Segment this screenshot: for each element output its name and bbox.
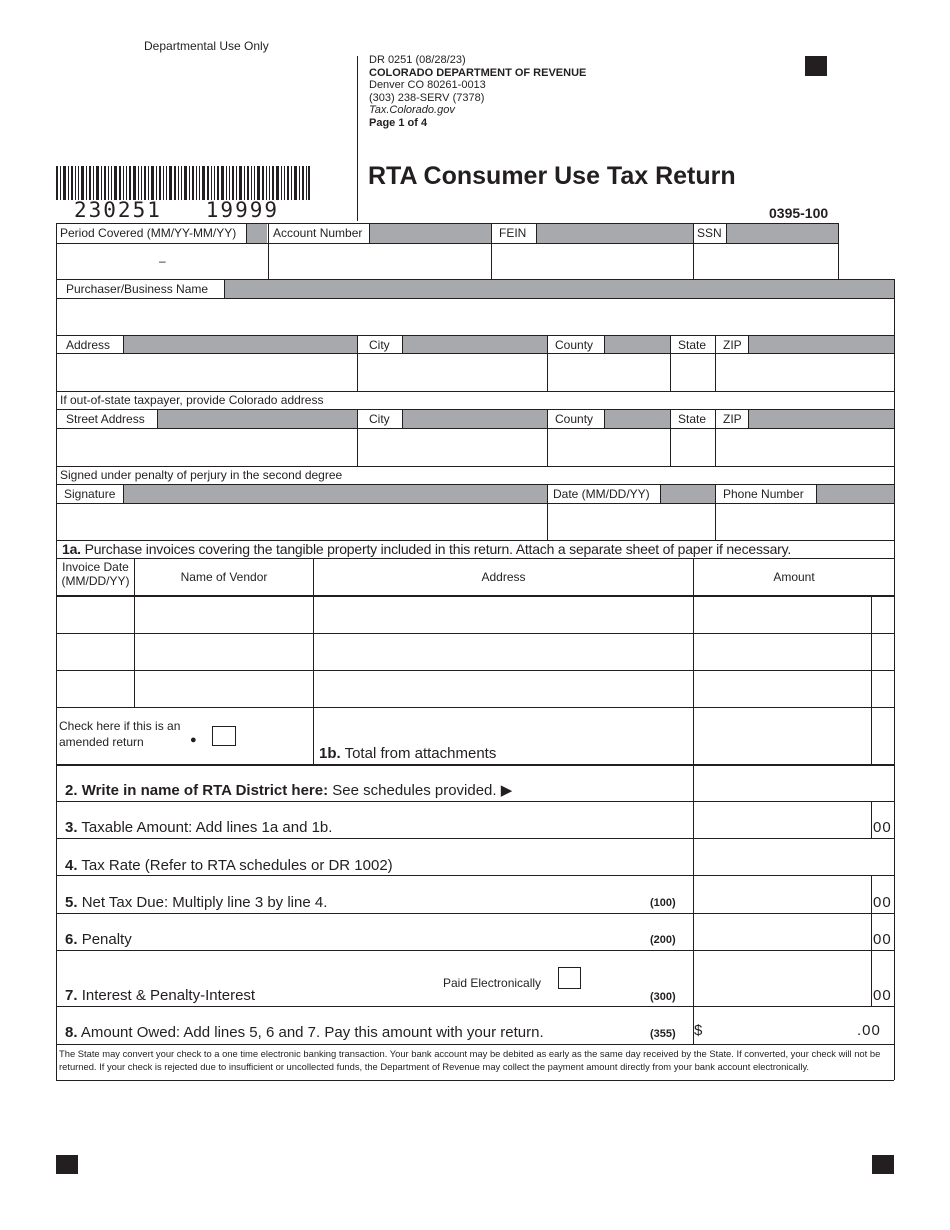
agency-info bbox=[369, 54, 586, 129]
line-6-label: 6. Penalty bbox=[65, 931, 132, 948]
invoice-date-field[interactable] bbox=[57, 634, 134, 670]
city-label: City bbox=[369, 338, 390, 352]
co-zip-label-shade bbox=[748, 410, 894, 428]
county-label: County bbox=[555, 338, 594, 352]
line-3-cents: 00 bbox=[873, 819, 892, 836]
invoice-amount-field[interactable] bbox=[694, 671, 871, 707]
out-of-state-note: If out-of-state taxpayer, provide Colorado address bbox=[60, 393, 324, 407]
city-label-shade bbox=[402, 336, 547, 353]
street-label-shade bbox=[157, 410, 357, 428]
agency-phone: (303) 238-SERV (7378) bbox=[369, 91, 485, 104]
line-6-cents: 00 bbox=[873, 931, 892, 948]
line-6-code: (200) bbox=[650, 934, 676, 946]
col-amount: Amount bbox=[773, 570, 815, 584]
account-number-field[interactable] bbox=[269, 244, 490, 279]
co-zip-label: ZIP bbox=[723, 412, 742, 426]
paid-electronically-label: Paid Electronically bbox=[443, 976, 542, 990]
period-separator: – bbox=[159, 254, 166, 268]
zip-label-shade bbox=[748, 336, 894, 353]
co-state-field[interactable] bbox=[671, 429, 714, 466]
co-city-label-shade bbox=[402, 410, 547, 428]
line-6-amount-field[interactable] bbox=[694, 914, 871, 950]
fein-label: FEIN bbox=[499, 226, 527, 240]
ssn-label: SSN bbox=[697, 226, 722, 240]
line-7-amount-field[interactable] bbox=[694, 951, 871, 1006]
state-label: State bbox=[678, 338, 707, 352]
business-name-label: Purchaser/Business Name bbox=[66, 282, 209, 296]
page-number: Page 1 of 4 bbox=[369, 116, 428, 129]
barcode-bars bbox=[56, 166, 310, 200]
line-4-label: 4. Tax Rate (Refer to RTA schedules or DR 1002) bbox=[65, 857, 393, 874]
co-state-label: State bbox=[678, 412, 707, 426]
vendor-name-field[interactable] bbox=[135, 671, 313, 707]
vendor-address-field[interactable] bbox=[314, 671, 693, 707]
address-field[interactable] bbox=[57, 354, 356, 391]
invoice-amount-field[interactable] bbox=[694, 597, 871, 633]
county-field[interactable] bbox=[548, 354, 669, 391]
agency-name: COLORADO DEPARTMENT OF REVENUE bbox=[369, 66, 587, 79]
registration-mark-top bbox=[805, 56, 827, 76]
vendor-name-field[interactable] bbox=[135, 634, 313, 670]
co-city-field[interactable] bbox=[358, 429, 546, 466]
line-3-amount-field[interactable] bbox=[694, 802, 871, 838]
account-number-label: Account Number bbox=[273, 226, 363, 240]
invoice-date-field[interactable] bbox=[57, 671, 134, 707]
ssn-field[interactable] bbox=[694, 244, 837, 279]
vendor-address-field[interactable] bbox=[314, 634, 693, 670]
city-field[interactable] bbox=[358, 354, 546, 391]
line-5-label: 5. Net Tax Due: Multiply line 3 by line 4. bbox=[65, 894, 328, 911]
account-label-shade bbox=[369, 224, 491, 243]
business-name-field[interactable] bbox=[57, 299, 893, 335]
registration-mark-bottom-right bbox=[872, 1155, 894, 1174]
fein-label-shade bbox=[536, 224, 693, 243]
invoices-heading-text: Purchase invoices covering the tangible property included in this return. Attach a separate sheet of paper if necessary. bbox=[84, 541, 792, 557]
line-5-amount-field[interactable] bbox=[694, 876, 871, 912]
name-label-shade bbox=[224, 280, 894, 298]
street-address-label: Street Address bbox=[66, 412, 145, 426]
invoices-heading bbox=[62, 541, 791, 558]
amended-note: Check here if this is an amended return bbox=[59, 719, 181, 749]
form-code: 0395-100 bbox=[769, 205, 829, 221]
fein-field[interactable] bbox=[492, 244, 692, 279]
dollar-sign: $ bbox=[694, 1022, 703, 1039]
state-field[interactable] bbox=[671, 354, 714, 391]
form-number: DR 0251 (08/28/23) bbox=[369, 54, 466, 66]
line-3-label: 3. Taxable Amount: Add lines 1a and 1b. bbox=[65, 819, 333, 836]
line-8-cents: .00 bbox=[857, 1022, 881, 1039]
signature-label-shade bbox=[123, 485, 547, 503]
invoices-heading-number: 1a. bbox=[62, 541, 81, 557]
col-vendor-name: Name of Vendor bbox=[180, 570, 268, 584]
county-label-shade bbox=[604, 336, 670, 353]
co-county-label-shade bbox=[604, 410, 670, 428]
address-label-shade bbox=[123, 336, 357, 353]
date-field[interactable] bbox=[548, 504, 714, 540]
co-zip-field[interactable] bbox=[716, 429, 893, 466]
date-label: Date (MM/DD/YY) bbox=[553, 487, 650, 501]
line-2-label: 2. Write in name of RTA District here: See schedules provided. ▶ bbox=[65, 782, 513, 799]
vendor-address-field[interactable] bbox=[314, 597, 693, 633]
line-7-label: 7. Interest & Penalty-Interest bbox=[65, 987, 256, 1004]
co-county-field[interactable] bbox=[548, 429, 669, 466]
zip-field[interactable] bbox=[716, 354, 893, 391]
street-address-field[interactable] bbox=[57, 429, 356, 466]
page-title: RTA Consumer Use Tax Return bbox=[368, 162, 736, 190]
departmental-use-label: Departmental Use Only bbox=[144, 39, 269, 53]
address-label: Address bbox=[66, 338, 111, 352]
arrow-right-icon: ▶ bbox=[500, 782, 513, 799]
phone-label-shade bbox=[816, 485, 894, 503]
line-7-code: (300) bbox=[650, 991, 676, 1003]
phone-label: Phone Number bbox=[723, 487, 804, 501]
date-label-shade bbox=[660, 485, 715, 503]
ssn-label-shade bbox=[726, 224, 838, 243]
zip-label: ZIP bbox=[723, 338, 742, 352]
col-invoice-date: Invoice Date (MM/DD/YY) bbox=[61, 560, 130, 588]
line-4-rate-field[interactable] bbox=[694, 839, 893, 875]
line-7-cents: 00 bbox=[873, 987, 892, 1004]
paid-electronically-checkbox[interactable] bbox=[558, 967, 581, 989]
phone-field[interactable] bbox=[716, 504, 893, 540]
invoice-amount-field[interactable] bbox=[694, 634, 871, 670]
header-divider bbox=[357, 56, 358, 221]
agency-address: Denver CO 80261-0013 bbox=[369, 79, 486, 91]
line-8-label: 8. Amount Owed: Add lines 5, 6 and 7. Pay this amount with your return. bbox=[65, 1024, 544, 1041]
line-5-code: (100) bbox=[650, 897, 676, 909]
line-8-code: (355) bbox=[650, 1028, 676, 1040]
signature-field[interactable] bbox=[57, 504, 546, 540]
co-county-label: County bbox=[555, 412, 594, 426]
line-1b-label: 1b. Total from attachments bbox=[319, 745, 497, 762]
line-1b-amount-field[interactable] bbox=[694, 708, 871, 764]
barcode-number: 230251 19999 bbox=[74, 198, 280, 222]
amended-return-checkbox[interactable] bbox=[212, 726, 236, 746]
agency-website: Tax.Colorado.gov bbox=[369, 104, 455, 116]
signature-label: Signature bbox=[64, 487, 116, 501]
col-address: Address bbox=[481, 570, 526, 584]
invoice-date-field[interactable] bbox=[57, 597, 134, 633]
perjury-note: Signed under penalty of perjury in the second degree bbox=[60, 468, 343, 482]
registration-mark-bottom-left bbox=[56, 1155, 78, 1174]
bullet-icon: ● bbox=[190, 734, 197, 746]
vendor-name-field[interactable] bbox=[135, 597, 313, 633]
disclaimer-text: The State may convert your check to a one time electronic banking transaction. Your bank account may be debited as early as the same day received by the State. If converted, your check will not be returned. If your check is rejected due to insufficient or uncollected funds, the Department of Revenue may collect the payment amount directly from your bank account electronically. bbox=[59, 1048, 881, 1072]
period-covered-label: Period Covered (MM/YY-MM/YY) bbox=[60, 226, 237, 240]
line-5-cents: 00 bbox=[873, 894, 892, 911]
period-label-shade bbox=[246, 224, 267, 243]
co-city-label: City bbox=[369, 412, 390, 426]
